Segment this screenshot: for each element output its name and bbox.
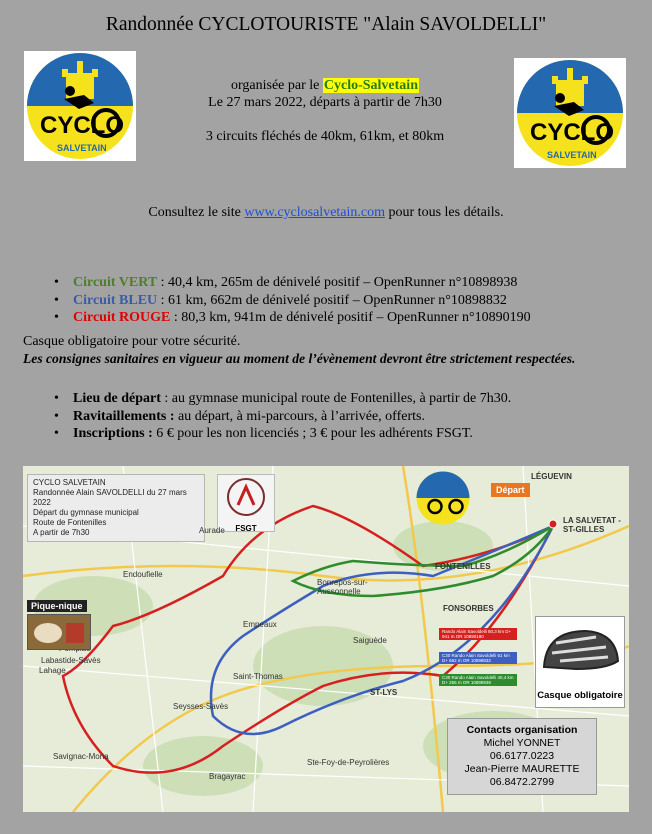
place-label: Bonrepos-sur-Aussonnelle bbox=[317, 578, 368, 596]
date-line: Le 27 mars 2022, départs à partir de 7h30 bbox=[208, 95, 442, 110]
practical-text: : au gymnase municipal route de Fontenilles, à partir de 7h30. bbox=[160, 391, 512, 406]
contact-name: Michel YONNET bbox=[483, 737, 561, 749]
place-label: FONSORBES bbox=[443, 604, 494, 613]
circuit-detail: : 61 km, 662m de dénivelé positif – OpenRunner n°10898832 bbox=[157, 292, 507, 308]
contact-phone: 06.6177.0223 bbox=[489, 750, 555, 762]
contacts-title: Contacts organisation bbox=[466, 724, 578, 736]
place-label: LA SALVETAT -ST-GILLES bbox=[563, 516, 621, 534]
practical-item-depart bbox=[23, 390, 643, 408]
route-legend-red: Rando Alain Savoldelli 80,3 km D+ 941 m OR 10890190 bbox=[439, 628, 517, 640]
circuit-item-rouge bbox=[23, 309, 643, 327]
practical-text: 6 € pour les non licenciés ; 3 € pour les adhérents FSGT. bbox=[152, 426, 473, 441]
contact-phone: 06.8472.2799 bbox=[489, 776, 555, 788]
circuit-item-bleu bbox=[23, 292, 643, 310]
logo-subtext-left: SALVETAIN bbox=[57, 143, 107, 153]
helmet-label: Casque obligatoire bbox=[537, 690, 623, 701]
practical-list bbox=[23, 390, 643, 443]
bullet-icon: • bbox=[54, 408, 59, 424]
fsgt-label: FSGT bbox=[235, 524, 257, 533]
helmet-card bbox=[535, 616, 625, 708]
club-name-highlight: Cyclo-Salvetain bbox=[323, 78, 418, 93]
circuit-name: Circuit VERT bbox=[73, 275, 158, 290]
place-label: LÉGUEVIN bbox=[531, 472, 572, 481]
place-label: Ste-Foy-de-Peyrolières bbox=[307, 758, 390, 767]
circuit-detail: : 40,4 km, 265m de dénivelé positif – OpenRunner n°10898938 bbox=[157, 275, 518, 290]
organised-by-line bbox=[150, 77, 500, 94]
circuit-name: Circuit BLEU bbox=[73, 292, 158, 308]
circuits-list bbox=[23, 274, 643, 327]
depart-label: Départ bbox=[491, 483, 530, 497]
route-legend-blue: C30 Rando Alain Savoldelli 61 km D+ 662 m OR 10898832 bbox=[439, 652, 517, 664]
practical-label: Lieu de départ bbox=[73, 391, 161, 406]
website-line bbox=[0, 204, 652, 221]
map-info-line: A partir de 7h30 bbox=[33, 528, 90, 537]
circuit-name: Circuit ROUGE bbox=[73, 310, 171, 325]
website-prefix: Consultez le site bbox=[148, 205, 241, 220]
contact-name: Jean-Pierre MAURETTE bbox=[464, 763, 580, 775]
cyclo-salvetain-logo-left bbox=[24, 51, 136, 161]
logo-text-right: CYCLO bbox=[530, 119, 614, 146]
place-label: Endoufielle bbox=[123, 570, 163, 579]
map-cyclo-logo bbox=[415, 470, 471, 526]
practical-label: Inscriptions : bbox=[73, 426, 153, 441]
place-label: ST-LYS bbox=[370, 688, 398, 697]
organised-by-text: organisée par le bbox=[231, 78, 320, 93]
practical-text: au départ, à mi-parcours, à l’arrivée, offerts. bbox=[174, 408, 425, 424]
fsgt-logo bbox=[217, 474, 275, 532]
place-label: Saiguède bbox=[353, 636, 387, 645]
practical-item-inscriptions bbox=[23, 425, 643, 443]
practical-label: Ravitaillements : bbox=[73, 408, 175, 424]
bullet-icon: • bbox=[54, 391, 59, 406]
place-label: Bragayrac bbox=[209, 772, 246, 781]
contacts-card bbox=[447, 718, 597, 795]
intro-block bbox=[150, 77, 500, 145]
picnic-label: Pique-nique bbox=[27, 600, 87, 612]
logo-subtext-right: SALVETAIN bbox=[547, 150, 597, 160]
helmet-note: Casque obligatoire pour votre sécurité. bbox=[23, 334, 241, 349]
bullet-icon: • bbox=[54, 275, 59, 290]
picnic-image bbox=[27, 614, 91, 650]
practical-item-ravitaillement bbox=[23, 408, 643, 426]
website-suffix: pour tous les détails. bbox=[388, 205, 504, 220]
logo-text-left: CYCLO bbox=[40, 112, 124, 139]
bullet-icon: • bbox=[54, 310, 59, 325]
place-label: Savignac-Mona bbox=[53, 752, 109, 761]
bullet-icon: • bbox=[54, 292, 59, 308]
place-label: Empeaux bbox=[243, 620, 277, 629]
place-label: Labastide-Savès bbox=[41, 656, 101, 665]
circuit-item-vert bbox=[23, 274, 643, 292]
route-legend-green: C30 Rando Alain Savoldelli 40,4 km D+ 265 m OR 10898938 bbox=[439, 674, 517, 686]
map-info-line: CYCLO SALVETAIN bbox=[33, 478, 106, 487]
map-info-line: Route de Fontenilles bbox=[33, 518, 107, 527]
helmet-icon bbox=[536, 617, 624, 685]
place-label: Seysses-Savès bbox=[173, 702, 229, 711]
circuits-line: 3 circuits fléchés de 40km, 61km, et 80km bbox=[205, 129, 445, 144]
place-label: Aurade bbox=[199, 526, 225, 535]
cyclo-salvetain-logo-right bbox=[514, 58, 626, 168]
circuit-detail: : 80,3 km, 941m de dénivelé positif – OpenRunner n°10890190 bbox=[170, 310, 531, 325]
route-map bbox=[23, 466, 629, 812]
place-label: Saint-Thomas bbox=[233, 672, 283, 681]
route-legend bbox=[439, 628, 517, 686]
map-info-line: Départ du gymnase municipal bbox=[33, 508, 139, 517]
map-info-line: Randonnée Alain SAVOLDELLI du 27 mars 2022 bbox=[33, 488, 187, 507]
sanitary-note: Les consignes sanitaires en vigueur au moment de l’évènement devront être strictement respectées. bbox=[23, 351, 576, 366]
place-label: FONTENILLES bbox=[435, 562, 491, 571]
page-title: Randonnée CYCLOTOURISTE "Alain SAVOLDELLI" bbox=[105, 14, 547, 35]
map-info-card bbox=[27, 474, 205, 542]
place-label: Lahage bbox=[39, 666, 66, 675]
bullet-icon: • bbox=[54, 426, 59, 441]
website-link[interactable]: www.cyclosalvetain.com bbox=[244, 205, 386, 220]
